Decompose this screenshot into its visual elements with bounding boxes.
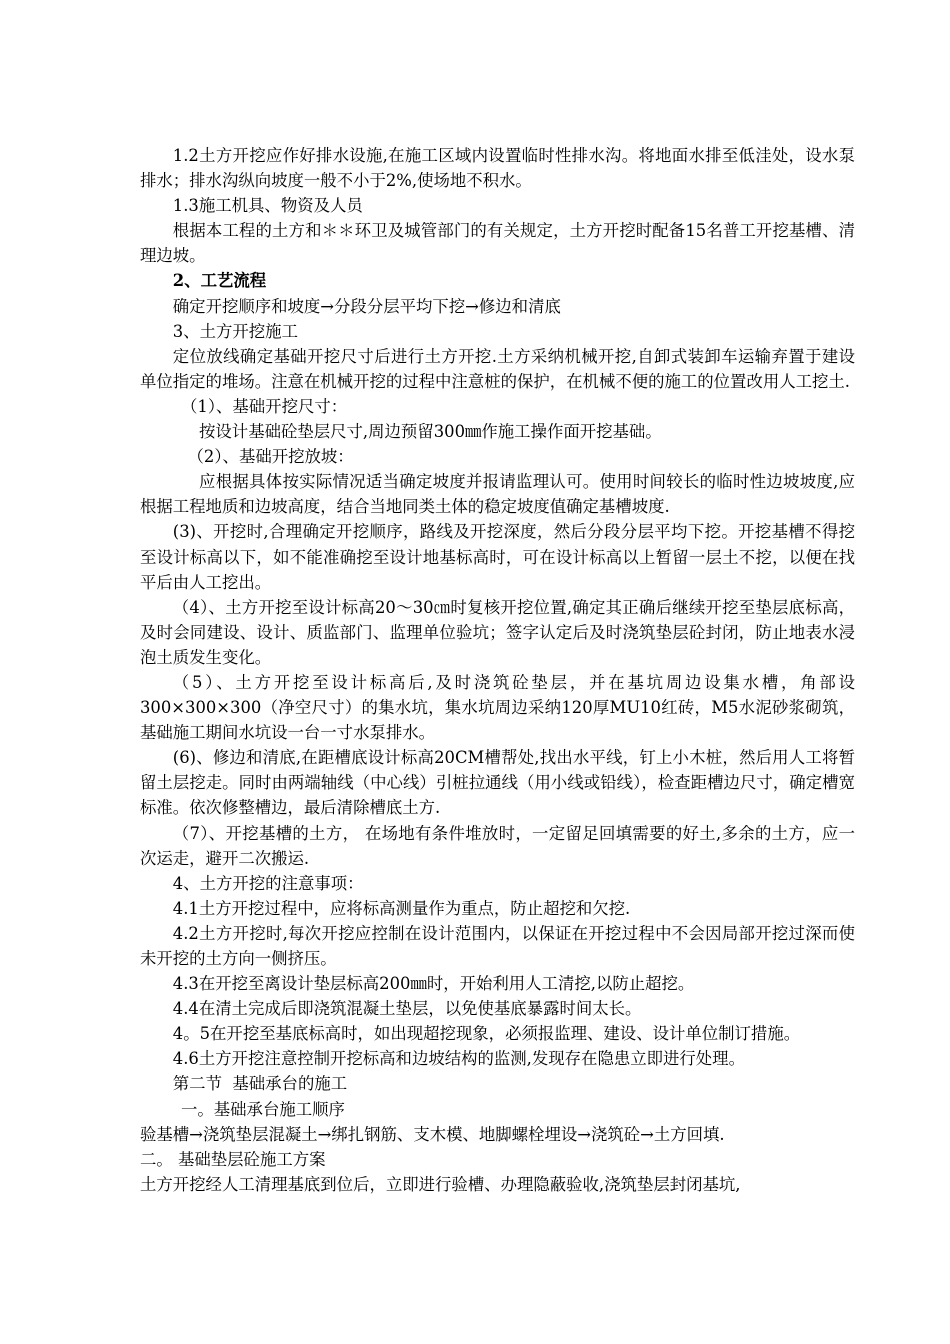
paragraph-slope: 应根据具体按实际情况适当确定坡度并报请监理认可。使用时间较长的临时性边坡坡度,应根据工程地质和边坡高度，结合当地同类土体的稳定坡度值确定基槽坡度. <box>140 472 855 517</box>
section-heading-chapter-2: 第二节 基础承台的施工 <box>172 1074 348 1094</box>
paragraph-cushion-plan: 土方开挖经人工清理基底到位后，立即进行验槽、办理隐蔽验收,浇筑垫层封闭基坑, <box>140 1174 741 1194</box>
paragraph-4-6: 4.6土方开挖注意控制开挖标高和边坡结构的监测,发现存在隐患立即进行处理。 <box>172 1049 745 1069</box>
section-heading-excavation: 3、土方开挖施工 <box>172 321 298 341</box>
paragraph-item-7: （7）、开挖基槽的土方， 在场地有条件堆放时，一定留足回填需要的好土,多余的土方，应一次运走，避开二次搬运. <box>140 823 855 868</box>
paragraph-labor: 根据本工程的土方和＊＊环卫及城管部门的有关规定，土方开挖时配备15名普工开挖基槽、清理边坡。 <box>140 221 855 266</box>
document-body <box>140 143 855 1197</box>
paragraph-excavation-size: 按设计基础砼垫层尺寸,周边预留300㎜作施工操作面开挖基础。 <box>199 422 662 442</box>
paragraph-1-3-heading: 1.3施工机具、物资及人员 <box>172 196 363 216</box>
subheading-cushion-plan: 二。 基础垫层砼施工方案 <box>140 1149 326 1169</box>
paragraph-excavation-method: 定位放线确定基础开挖尺寸后进行土方开挖.土方采纳机械开挖,自卸式装卸车运输弃置于建设单位指定的堆场。注意在机械开挖的过程中注意桩的保护，在机械不便的施工的位置改用人工挖土. <box>140 346 855 391</box>
paragraph-item-6: (6)、修边和清底,在距槽底设计标高20CM槽帮处,找出水平线，钉上小木桩，然后用人工将暂留土层挖走。同时由两端轴线（中心线）引桩拉通线（用小线或铅线），检查距槽边尺寸，确定槽宽标准。依次修整槽边，最后清除槽底土方. <box>140 748 855 818</box>
paragraph-4-2: 4.2土方开挖时,每次开挖应控制在设计范围内，以保证在开挖过程中不会因局部开挖过深而使未开挖的土方向一侧挤压。 <box>140 923 855 968</box>
paragraph-pile-cap-order: 验基槽→浇筑垫层混凝土→绑扎钢筋、支木模、地脚螺栓埋设→浇筑砼→土方回填. <box>140 1124 725 1144</box>
paragraph-4-4: 4.4在清土完成后即浇筑混凝土垫层，以免使基底暴露时间太长。 <box>172 999 642 1019</box>
subheading-slope: （2）、基础开挖放坡： <box>187 447 354 467</box>
paragraph-4-1: 4.1土方开挖过程中，应将标高测量作为重点，防止超挖和欠挖. <box>172 898 631 918</box>
paragraph-4-3: 4.3在开挖至离设计垫层标高200㎜时，开始利用人工清挖,以防止超挖。 <box>172 974 695 994</box>
subheading-excavation-size: （1）、基础开挖尺寸： <box>181 396 348 416</box>
paragraph-1-2-drainage: 1.2土方开挖应作好排水设施,在施工区域内设置临时性排水沟。将地面水排至低洼处，设水泵排水；排水沟纵向坡度一般不小于2%,使场地不积水。 <box>140 146 855 191</box>
paragraph-process-flow: 确定开挖顺序和坡度→分段分层平均下挖→修边和清底 <box>172 296 561 316</box>
paragraph-item-5: （5）、土方开挖至设计标高后,及时浇筑砼垫层，并在基坑周边设集水槽，角部设300×300×300（净空尺寸）的集水坑，集水坑周边采纳120厚MU10红砖，M5水泥砂浆砌筑，基础施工期间水坑设一台一寸水泵排水。 <box>140 672 855 743</box>
subheading-pile-cap-order: 一。基础承台施工顺序 <box>181 1099 345 1119</box>
paragraph-item-4: （4）、土方开挖至设计标高20～30㎝时复核开挖位置,确定其正确后继续开挖至垫层底标高，及时会同建设、设计、质监部门、监理单位验坑；签字认定后及时浇筑垫层砼封闭，防止地表水浸泡土质发生变化。 <box>140 597 855 667</box>
section-heading-precautions: 4、土方开挖的注意事项： <box>172 873 364 893</box>
section-heading-process-flow: 2、工艺流程 <box>172 271 267 291</box>
paragraph-item-3: (3)、开挖时,合理确定开挖顺序，路线及开挖深度，然后分段分层平均下挖。开挖基槽不得挖至设计标高以下，如不能准确挖至设计地基标高时，可在设计标高以上暂留一层土不挖，以便在找平后由人工挖出。 <box>140 522 855 592</box>
paragraph-4-5: 4。5在开挖至基底标高时，如出现超挖现象，必须报监理、建设、设计单位制订措施。 <box>172 1024 801 1044</box>
